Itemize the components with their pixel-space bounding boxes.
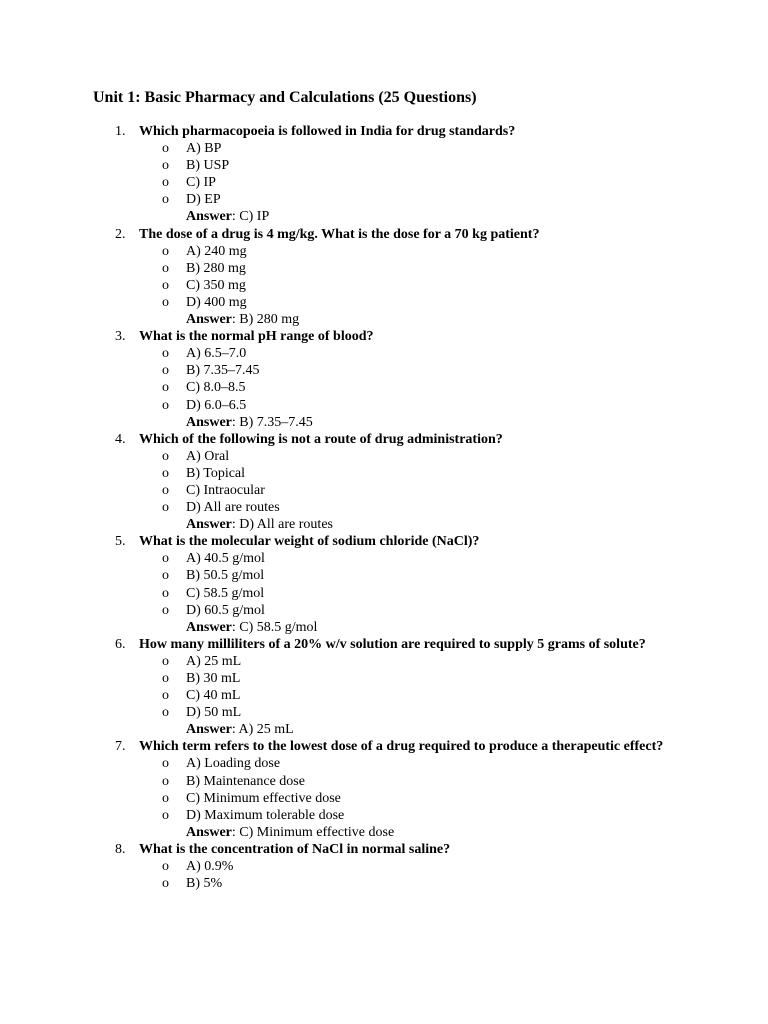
bullet-icon: o xyxy=(162,363,169,379)
bullet-icon: o xyxy=(162,671,169,686)
option-item xyxy=(0,585,768,602)
option-item xyxy=(0,670,768,687)
option-item xyxy=(0,704,768,721)
answer-value: B) 280 mg xyxy=(239,312,300,328)
option-text: C) 40 mL xyxy=(186,688,241,704)
question-number: 7. xyxy=(115,739,126,755)
option-text: A) 6.5–7.0 xyxy=(186,346,247,362)
answer-line xyxy=(0,619,768,636)
bullet-icon: o xyxy=(162,192,169,208)
answer-value: C) Minimum effective dose xyxy=(239,824,395,840)
answer-line xyxy=(0,516,768,533)
bullet-icon: o xyxy=(162,876,169,892)
option-text: B) Topical xyxy=(186,465,246,481)
option-text: A) 0.9% xyxy=(186,859,234,875)
option-text: D) Maximum tolerable dose xyxy=(186,807,345,823)
option-item xyxy=(0,379,768,396)
option-text: D) 60.5 g/mol xyxy=(186,602,265,618)
question-item xyxy=(0,123,768,226)
question-number: 2. xyxy=(115,226,126,242)
bullet-icon: o xyxy=(162,260,169,276)
option-item xyxy=(0,157,768,174)
option-text: A) BP xyxy=(186,141,222,157)
option-item xyxy=(0,465,768,482)
option-text: B) 5% xyxy=(186,876,223,892)
bullet-icon: o xyxy=(162,277,169,293)
option-text: D) 50 mL xyxy=(186,705,242,721)
answer-label: Answer xyxy=(186,209,232,225)
question-text: What is the normal pH range of blood? xyxy=(139,329,374,345)
bullet-icon: o xyxy=(162,158,169,174)
option-list xyxy=(0,755,768,823)
option-item xyxy=(0,807,768,824)
bullet-icon: o xyxy=(162,859,169,875)
answer-line xyxy=(0,824,768,841)
answer-label: Answer xyxy=(186,824,232,840)
question-list xyxy=(0,123,768,892)
option-item xyxy=(0,687,768,704)
bullet-icon: o xyxy=(162,756,169,772)
answer-separator: : xyxy=(231,312,240,328)
question-item xyxy=(0,636,768,739)
option-item xyxy=(0,550,768,567)
bullet-icon: o xyxy=(162,688,169,704)
option-item xyxy=(0,277,768,294)
question-text: What is the concentration of NaCl in normal saline? xyxy=(139,841,451,857)
answer-separator: : xyxy=(231,414,240,430)
question-number: 4. xyxy=(115,431,126,447)
option-list xyxy=(0,140,768,208)
option-item xyxy=(0,362,768,379)
option-text: B) USP xyxy=(186,158,230,174)
option-text: B) 50.5 g/mol xyxy=(186,568,265,584)
answer-separator: : xyxy=(231,824,240,840)
option-text: C) Intraocular xyxy=(186,482,265,498)
question-item xyxy=(0,431,768,534)
answer-separator: : xyxy=(231,209,240,225)
bullet-icon: o xyxy=(162,551,169,567)
option-list xyxy=(0,345,768,413)
option-item xyxy=(0,294,768,311)
answer-value: C) 58.5 g/mol xyxy=(239,619,318,635)
option-item xyxy=(0,448,768,465)
answer-line xyxy=(0,208,768,225)
bullet-icon: o xyxy=(162,346,169,362)
answer-value: C) IP xyxy=(239,209,270,225)
option-text: A) 40.5 g/mol xyxy=(186,551,265,567)
option-text: D) All are routes xyxy=(186,500,280,516)
question-number: 3. xyxy=(115,329,126,345)
bullet-icon: o xyxy=(162,465,169,481)
option-list xyxy=(0,243,768,311)
question-item xyxy=(0,533,768,636)
answer-separator: : xyxy=(231,722,239,738)
answer-label: Answer xyxy=(186,722,232,738)
option-text: C) 350 mg xyxy=(186,277,246,293)
option-text: A) 25 mL xyxy=(186,653,242,669)
answer-label: Answer xyxy=(186,517,232,533)
bullet-icon: o xyxy=(162,568,169,584)
question-text: Which term refers to the lowest dose of a drug required to produce a therapeutic effect? xyxy=(139,739,664,755)
answer-line xyxy=(0,721,768,738)
bullet-icon: o xyxy=(162,500,169,516)
bullet-icon: o xyxy=(162,807,169,823)
option-text: A) Loading dose xyxy=(186,756,281,772)
question-number: 6. xyxy=(115,636,126,652)
option-item xyxy=(0,397,768,414)
question-item xyxy=(0,841,768,892)
option-list xyxy=(0,448,768,516)
option-text: D) 400 mg xyxy=(186,294,247,310)
bullet-icon: o xyxy=(162,243,169,259)
option-item xyxy=(0,174,768,191)
option-item xyxy=(0,858,768,875)
option-text: C) 8.0–8.5 xyxy=(186,380,246,396)
option-list xyxy=(0,858,768,892)
bullet-icon: o xyxy=(162,790,169,806)
bullet-icon: o xyxy=(162,380,169,396)
answer-value: B) 7.35–7.45 xyxy=(239,414,313,430)
bullet-icon: o xyxy=(162,705,169,721)
answer-line xyxy=(0,311,768,328)
bullet-icon: o xyxy=(162,602,169,618)
bullet-icon: o xyxy=(162,294,169,310)
question-number: 5. xyxy=(115,534,126,550)
option-item xyxy=(0,875,768,892)
option-item xyxy=(0,602,768,619)
answer-label: Answer xyxy=(186,414,232,430)
option-text: A) Oral xyxy=(186,448,230,464)
answer-line xyxy=(0,414,768,431)
option-item xyxy=(0,499,768,516)
question-text: The dose of a drug is 4 mg/kg. What is the dose for a 70 kg patient? xyxy=(139,226,540,242)
option-text: C) 58.5 g/mol xyxy=(186,585,265,601)
question-text: Which pharmacopoeia is followed in India for drug standards? xyxy=(139,124,516,139)
answer-value: D) All are routes xyxy=(239,517,333,533)
option-text: B) Maintenance dose xyxy=(186,773,305,789)
option-item xyxy=(0,345,768,362)
option-item xyxy=(0,773,768,790)
option-item xyxy=(0,482,768,499)
option-text: D) EP xyxy=(186,192,221,208)
option-list xyxy=(0,550,768,618)
bullet-icon: o xyxy=(162,175,169,191)
option-item xyxy=(0,140,768,157)
question-text: What is the molecular weight of sodium chloride (NaCl)? xyxy=(139,534,480,550)
question-item xyxy=(0,328,768,431)
option-item xyxy=(0,260,768,277)
answer-separator: : xyxy=(231,517,240,533)
question-item xyxy=(0,226,768,329)
option-item xyxy=(0,567,768,584)
option-text: C) IP xyxy=(186,175,216,191)
question-text: Which of the following is not a route of drug administration? xyxy=(139,431,503,447)
option-item xyxy=(0,243,768,260)
unit-title: Unit 1: Basic Pharmacy and Calculations (25 Questions) xyxy=(93,89,477,106)
bullet-icon: o xyxy=(162,773,169,789)
option-text: C) Minimum effective dose xyxy=(186,790,341,806)
answer-label: Answer xyxy=(186,619,232,635)
option-list xyxy=(0,653,768,721)
question-text: How many milliliters of a 20% w/v solution are required to supply 5 grams of solute? xyxy=(139,636,646,652)
option-text: B) 30 mL xyxy=(186,671,241,686)
option-text: A) 240 mg xyxy=(186,243,247,259)
answer-label: Answer xyxy=(186,312,232,328)
bullet-icon: o xyxy=(162,141,169,157)
answer-separator: : xyxy=(231,619,240,635)
bullet-icon: o xyxy=(162,448,169,464)
option-item xyxy=(0,653,768,670)
option-text: B) 280 mg xyxy=(186,260,246,276)
option-item xyxy=(0,755,768,772)
option-text: D) 6.0–6.5 xyxy=(186,397,247,413)
option-item xyxy=(0,191,768,208)
question-number: 1. xyxy=(115,124,126,139)
option-text: B) 7.35–7.45 xyxy=(186,363,260,379)
bullet-icon: o xyxy=(162,482,169,498)
answer-value: A) 25 mL xyxy=(238,722,294,738)
question-item xyxy=(0,738,768,841)
bullet-icon: o xyxy=(162,585,169,601)
option-item xyxy=(0,790,768,807)
bullet-icon: o xyxy=(162,653,169,669)
bullet-icon: o xyxy=(162,397,169,413)
question-number: 8. xyxy=(115,841,126,857)
